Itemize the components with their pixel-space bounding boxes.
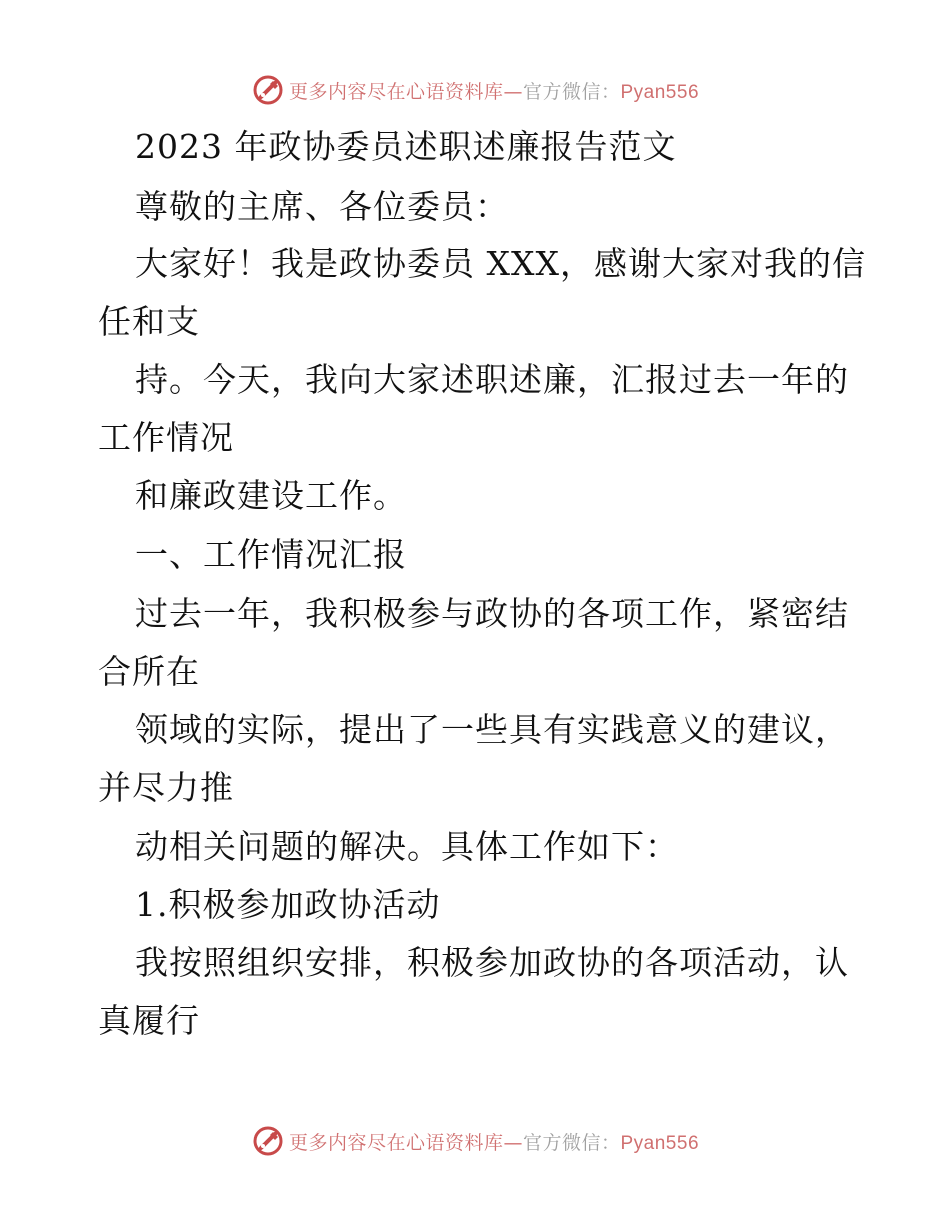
banner-wechat-label: 官方微信： [522,1131,621,1154]
banner-sep: — [503,80,523,103]
paragraph-line: 并尽力推 [98,768,234,807]
paragraph-line: 任和支 [98,302,200,341]
paragraph-line: 我按照组织安排，积极参加政协的各项活动，认 [135,943,849,982]
banner-wechat-id: Pyan556 [620,81,700,103]
paragraph-line: 和廉政建设工作。 [135,476,407,515]
section-heading: 一、工作情况汇报 [135,535,407,574]
document-title: 2023 年政协委员述职述廉报告范文 [135,127,677,166]
paragraph-line: 动相关问题的解决。具体工作如下： [135,827,679,866]
pen-logo-icon [251,1124,285,1158]
paragraph-line: 合所在 [98,652,200,691]
banner-main: 更多内容尽在心语资料库 [288,1131,504,1154]
banner-wechat-label: 官方微信： [522,80,621,103]
banner-wechat-id: Pyan556 [620,1132,700,1154]
paragraph-line: 过去一年，我积极参与政协的各项工作，紧密结 [135,594,849,633]
banner-main: 更多内容尽在心语资料库 [288,80,504,103]
banner-text [289,1128,699,1155]
paragraph-line: 工作情况 [98,418,234,457]
paragraph-line: 大家好！我是政协委员 XXX，感谢大家对我的信 [135,244,866,283]
paragraph-line: 真履行 [98,1001,200,1040]
salutation: 尊敬的主席、各位委员： [135,187,509,226]
paragraph-line: 领域的实际，提出了一些具有实践意义的建议， [135,710,849,749]
banner-sep: — [503,1131,523,1154]
subsection-heading: 1.积极参加政协活动 [135,885,441,924]
paragraph-line: 持。今天，我向大家述职述廉，汇报过去一年的 [135,360,849,399]
footer-banner [0,1121,950,1161]
